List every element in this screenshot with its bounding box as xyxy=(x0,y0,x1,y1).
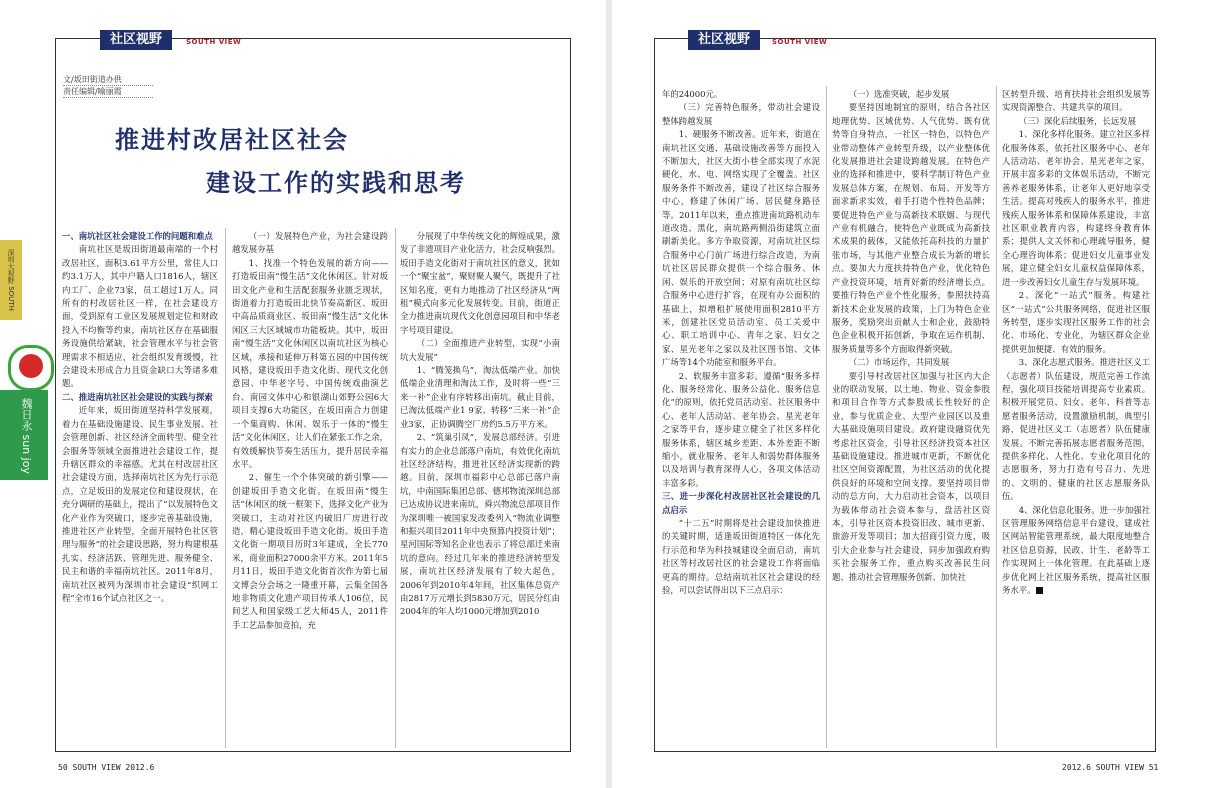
body-paragraph: （三）完善特色服务，带动社会建设整体跨越发展 xyxy=(662,102,820,126)
column-divider xyxy=(996,86,997,748)
left-column-2 xyxy=(232,230,388,750)
body-paragraph: 近年来，坂田街道坚持科学发展观，着力在基础设施建设、民生事业发展、社会管理创新、社区经济全面转型、健全社会服务等领域全面推进社会建设工作，提升辖区群众的幸福感。尤其在村改居社区社会建设方面，选择南坑社区为先行示范点，立足坂田的发展定位和建设现状，在充分调研的基础上，提出了“以发展特色文化产业作为突破口，逐步完善基础设施，推进社区产业转型，全面开展特色社区管理与服务”的社会建设思路，努力构建根基扎实、经济活跃、管理先进、服务健全、民主和谐的幸福南坑社区。2011年8月，南坑社区被列为深圳市社会建设“织网工程”全市16个试点社区之一。 xyxy=(62,405,218,603)
body-paragraph: 2、催生一个个体突破的新引擎——创建坂田手造文化街。在坂田南“慢生活”休闲区的统一框架下，选择文化产业为突破口，主动对社区内破旧厂房进行改造，精心建设坂田手造文化街。坂田手造文化街一期项目历时3年建成，全长770米，商业面积27000余平方米。2011年5月11日，坂田手造文化街首次作为第七届文博会分会场之一隆重开幕，云集全国各地非物质文化遗产项目传承人106位，民间艺人和国家级工艺大师45人，2011件手工艺品参加竞拍，充 xyxy=(232,472,388,630)
body-paragraph: 2、深化“一站式”服务。构建社区“一站式”公共服务网络，促进社区服务转型，逐步实现社区服务工作的社会化、市场化、专业化，为辖区群众企业提供更加便捷、有效的服务。 xyxy=(1002,290,1150,354)
byline-editor: 责任编辑/喻丽霞 xyxy=(63,86,153,98)
section-heading: 三、进一步深化村改居社区社会建设的几点启示 xyxy=(662,491,820,515)
section-en-label: SOUTH VIEW xyxy=(772,38,828,46)
article-title-line1: 推进村改居社区社会 xyxy=(115,126,349,154)
column-divider xyxy=(826,86,827,748)
left-column-3 xyxy=(400,230,560,750)
section-heading: 一、南坑社区社会建设工作的问题和难点 xyxy=(62,231,213,241)
body-paragraph: 区转型升级、培育扶持社会组织发展等实现资源整合、共建共享的项目。 xyxy=(1002,89,1150,113)
body-paragraph: 1、找准一个特色发展的新方向——打造坂田南“慢生活”文化休闲区。针对坂田文化产业和生活配套服务业匮乏现状，街道着力打造坂田北快节奏高新区、坂田中高品质商业区、坂田南“慢生活”文化休闲区三大区域城市功能板块。其中，坂田南“慢生活”文化休闲区以南坑社区为核心区域，承接和延伸万科第五园的中国传统风格，建设坂田手造文化街、现代文化创意园、中华老字号、中国传统戏曲演艺台、南园文体中心和银湖山郊野公园6大项目支撑6大功能区，在坂田南合力创建一个集商购、休闲、娱乐于一体的“慢生活”文化休闲区，让人们在紧张工作之余，有效缓解快节奏生活压力，提升居民幸福水平。 xyxy=(232,257,388,469)
right-column-2 xyxy=(832,88,990,748)
right-page xyxy=(612,0,1219,788)
section-tab: 社区视野 xyxy=(100,30,172,50)
left-page xyxy=(0,0,606,788)
body-paragraph: 2、“筑巢引凤”，发展总部经济。引进有实力的企业总部落户南坑，有效优化南坑社区经济结构，推进社区经济实现新的跨越。目前，深圳市福彩中心总部已落户南坑，中南国际集团总部、德邦物流深圳总部已达成协议进来南坑，舜兴物流总部项目作为深圳唯一被国家发改委列入“物流业调整和振兴项目2011年中央预算内投资计划”；星河国际等知名企业也表示了将总部迁来南坑的意向。经过几年来的推进经济转型发展，南坑社区经济发展有了较大起色，2006年到2010年4年间，社区集体总资产由2817万元增长到5830万元，居民分红由2004年的年人均1000元增加到2010 xyxy=(400,432,560,617)
body-paragraph: 1、硬服务不断改善。近年来，街道在南坑社区交通、基础设施改善等方面投入不断加大，社区大街小巷全部实现了水泥硬化，水、电、网络实现了全覆盖。社区服务条件不断改善，建设了社区综合服务中心，修建了休闲广场、居民健身路径等。2011年以来，重点推进南坑路机动车道改造、黑化，南坑路两侧沿街建筑立面刷新美化。多方争取资源，对南坑社区综合服务中心门前广场进行综合改造，为南坑社区居民群众提供一个综合服务、休闲、娱乐的开放空间；对原有南坑社区综合服务中心进行扩容，在现有办公面积的基础上，拟增租扩展使用面积2810平方米，创建社区党员活动室、员工关爱中心、职工培训中心、青年之家、妇女之家、星光老年之家以及社区图书馆、文体广场等14个功能室和服务平台。 xyxy=(662,129,820,368)
side-name-label: 魏日永 sun joy xyxy=(20,398,33,474)
column-divider xyxy=(395,228,396,748)
body-paragraph: 年的24000元。 xyxy=(662,89,723,99)
body-paragraph: 3、深化志愿式服务。推进社区义工（志愿者）队伍建设，规范完善工作流程，强化项目技能培训提高专业素质。积极开展党员、妇女、老年、科普等志愿者服务活动，设置激励机制，典型引路，促进社区义工（志愿者）队伍健康发展。不断完善拓展志愿者服务范围，提供多样化、人性化、专业化项目化的志愿服务，努力打造有号召力、先进的、文明的、健康的社区志愿服务队伍。 xyxy=(1002,357,1150,502)
body-paragraph: 1、深化多样化服务。建立社区多样化服务体系，依托社区服务中心、老年人活动站、老年协会、星光老年之家，开展丰富多彩的文体娱乐活动，不断完善养老服务体系，让老年人更好地享受生活。提高对残疾人的服务水平，推进残疾人服务体系和保障体系建设，丰富社区职业教育内容，构建终身教育体系；提供人文关怀和心理疏导服务，健全心理咨询体系；促进妇女儿童事业发展，建立健全妇女儿童权益保障体系，进一步改善妇女儿童生存与发展环境。 xyxy=(1002,129,1150,287)
body-paragraph: （二）全面推进产业转型，实现“小南坑大发展” xyxy=(400,338,560,362)
left-column-1 xyxy=(62,230,218,750)
body-paragraph: “十二五”时期将是社会建设加快推进的关键时期，适逢坂田街道特区一体化先行示范和华为科技城建设全面启动，南坑社区等村改居社区的社会建设工作将面临更高的期待。总结南坑社区社会建设的经验，可以尝试得出以下三点启示： xyxy=(662,518,820,596)
body-paragraph: 4、深化信息化服务。进一步加强社区管理服务网络信息平台建设，建成社区网站智能管理系统，最大限度地整合社区信息资源，民政、计生、老龄等工作实现网上一体化管理。在此基础上逐步优化网上社区服务系统，提高社区服务水平。 xyxy=(1002,504,1150,596)
section-en-label: SOUTH VIEW xyxy=(186,38,242,46)
body-paragraph: 要坚持因地制宜的原则，结合各社区地理优势、区域优势、人气优势、既有优势等自身特点，一社区一特色，以特色产业带动整体产业转型升级，以产业整体优化发展推进社会建设跨越发展。在特色产业的选择和推进中，要科学制订特色产业发展总体方案，在规划、布局、开发等方面求新求实效，着手打造个性特色品牌；要促进特色产业与高新技术联姻、与现代产业有机融合，使特色产业既成为高新技术成果的载体，又能依托高科技的力量扩张市场，与其他产业整合成长为新的增长点。要加大力度扶持特色产业，优化特色产业投资环境，培育好新的经济增长点。要推行特色产业个性化服务，参照扶持高新技术企业发展的政策，上门为特色企业服务，奖励突出贡献人士和企业，鼓励特色企业积极开拓创新，争取在运作机制、服务质量等多个方面取得新突破。 xyxy=(832,102,990,354)
section-tab: 社区视野 xyxy=(688,30,760,50)
body-paragraph: 分展现了中华传统文化的辉煌成果，激发了非遗项目产业化活力，社会反响强烈。坂田手造文化街对于南坑社区的意义，犹如一个“聚宝盆”，聚财聚人聚气，既提升了社区知名度，更有力地推动了社区经济从“两租”模式向多元化发展转变。目前，街道正全力推进南坑现代文化创意园项目和中华老字号项目建设。 xyxy=(400,231,560,335)
body-paragraph: 1、“腾笼换鸟”，淘汰低端产业。加快低端企业清理和淘汰工作，及时将一些“三来一补”企业有序转移出南坑。截止目前，已淘汰低端产业1 9家、转移“三来一补”企业3家，正协调腾空厂房约5.5万平方米。 xyxy=(400,365,560,429)
side-magazine-badge: 深圳大视野 SOUTH xyxy=(0,240,22,320)
byline xyxy=(63,74,153,98)
body-paragraph: 2、软服务丰富多彩。遵循“服务多样化、服务经常化、服务公益化、服务信息化”的原则，依托党员活动室、社区服务中心、老年人活动站、老年协会、星光老年之家等平台，逐步建立健全了社区多样化服务体系，辖区城乡差距、本外差距不断缩小，就业服务、老年人和弱势群体服务以及培训与教育深得人心，各项文体活动丰富多彩。 xyxy=(662,370,820,488)
end-mark-icon xyxy=(1036,587,1043,594)
article-title-line2: 建设工作的实践和思考 xyxy=(206,169,466,197)
body-paragraph: （一）发展特色产业，为社会建设跨越发展夯基 xyxy=(232,231,388,255)
body-paragraph: （三）深化后续服务，长远发展 xyxy=(1018,115,1137,126)
side-logo-icon xyxy=(8,345,54,391)
section-heading: 二、推进南坑社区社会建设的实践与探索 xyxy=(62,391,213,402)
right-column-1 xyxy=(662,88,820,748)
page-footer-right: 2012.6 SOUTH VIEW 51 xyxy=(1062,763,1159,772)
body-paragraph: （二）市场运作，共同发展 xyxy=(848,357,950,368)
body-paragraph: 南坑社区是坂田街道最南端的一个村改居社区，面积3.61平方公里，常住人口约3.1万人，其中户籍人口1816人，辖区内工厂、企业73家，员工超过1万人。同所有的村改居社区一样，在社会建设方面，受到原有工业区发展规划定位和财政投入不均衡等约束，南坑社区存在基础服务设施供给紧缺，社会管理水平与社会管理需求不相适应，社会组织发育缓慢，社会建设未形成合力且资金缺口大等诸多难题。 xyxy=(62,244,218,389)
body-paragraph: 要引导村改居社区加强与社区内大企业的联动发展，以土地、物业、资金参股和项目合作等方式参股成长性较好的企业，参与优质企业、大型产业园区以及重大基础设施项目建设。政府建设融资优先考虑社区资金，引导社区经济投资本社区基础设施建设。推进城市更新，不断优化社区空间资源配置，为社区活动的优化提供良好的环境和空间支撑。要坚持项目带动的总方向，大力启动社会资本，以项目为载体带动社会资本参与，盘活社区资本，引导社区资本投资旧改、城市更新、旅游开发等项目；加大招商引资力度，吸引大企业参与社会建设，同步加强政府购买社会服务工作，重点购买改善民生问题、推动社会管理服务创新、加快社 xyxy=(832,370,990,582)
column-divider xyxy=(225,228,226,748)
right-column-3 xyxy=(1002,88,1150,748)
byline-author: 文/坂田街道办供 xyxy=(63,74,153,86)
body-paragraph: （一）选准突破，起步发展 xyxy=(848,89,950,99)
page-footer-left: 50 SOUTH VIEW 2012.6 xyxy=(58,763,155,772)
